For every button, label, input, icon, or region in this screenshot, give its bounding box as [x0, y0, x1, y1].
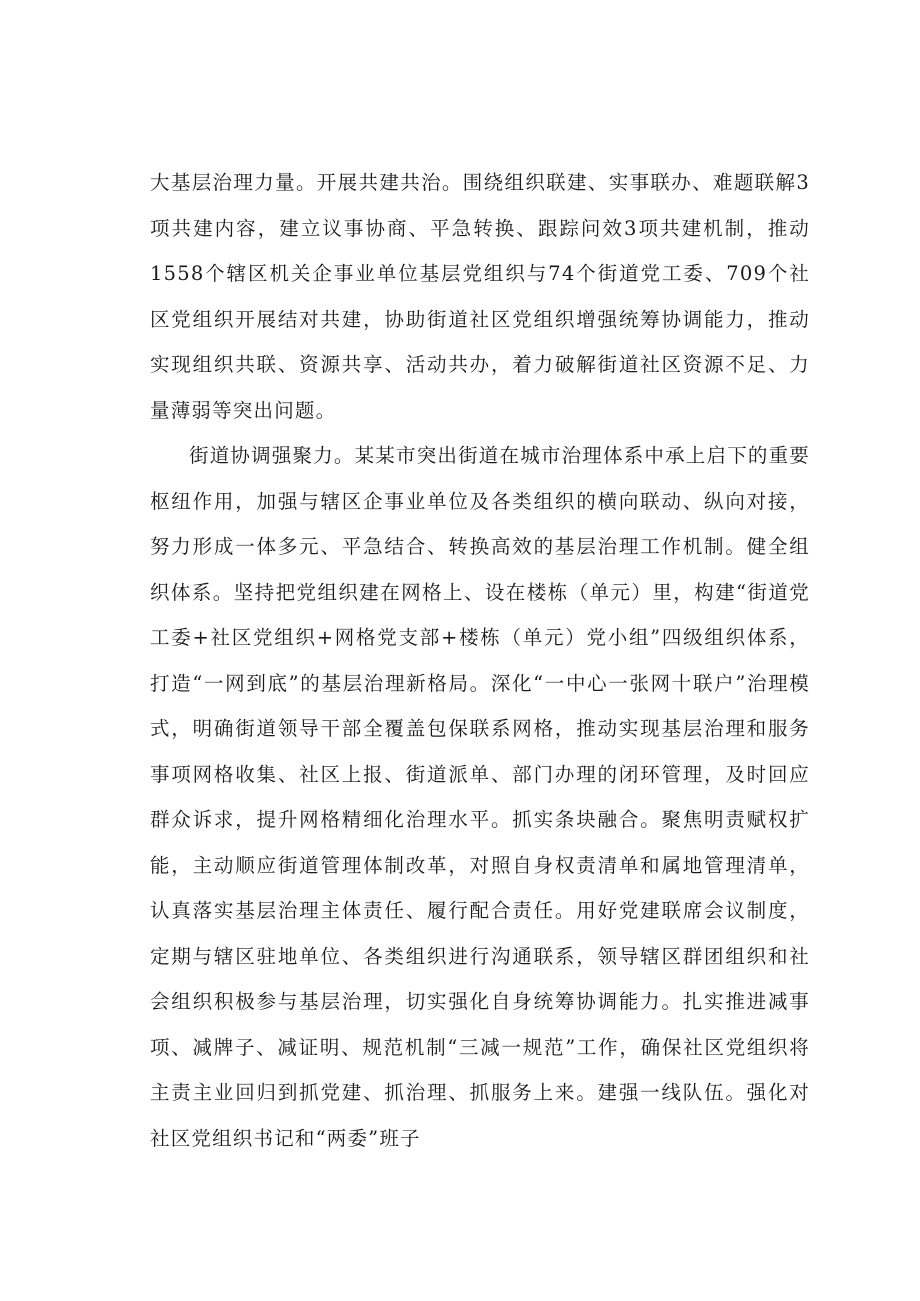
paragraph-2: 街道协调强聚力。某某市突出街道在城市治理体系中承上启下的重要枢纽作用，加强与辖区企事业单位及各类组织的横向联动、纵向对接，努力形成一体多元、平急结合、转换高效的基层治理工作机制。健全组织体系。坚持把党组织建在网格上、设在楼栋（单元）里，构建“街道党工委+社区党组织+网格党支部+楼栋（单元）党小组”四级组织体系，打造“一网到底”的基层治理新格局。深化“一中心一张网十联户”治理模式，明确街道领导干部全覆盖包保联系网格，推动实现基层治理和服务事项网格收集、社区上报、街道派单、部门办理的闭环管理，及时回应群众诉求，提升网格精细化治理水平。抓实条块融合。聚焦明责赋权扩能，主动顺应街道管理体制改革，对照自身权责清单和属地管理清单，认真落实基层治理主体责任、履行配合责任。用好党建联席会议制度，定期与辖区驻地单位、各类组织进行沟通联系，领导辖区群团组织和社会组织积极参与基层治理，切实强化自身统筹协调能力。扎实推进减事项、减牌子、减证明、规范机制“三减一规范”工作，确保社区党组织将主责主业回归到抓党建、抓治理、抓服务上来。建强一线队伍。强化对社区党组织书记和“两委”班子 — [150, 444, 811, 1150]
paragraph-1: 大基层治理力量。开展共建共治。围绕组织联建、实事联办、难题联解3项共建内容，建立议事协商、平急转换、跟踪问效3项共建机制，推动1558个辖区机关企事业单位基层党组织与74个街道党工委、709个社区党组织开展结对共建，协助街道社区党组织增强统筹协调能力，推动实现组织共联、资源共享、活动共办，着力破解街道社区资源不足、力量薄弱等突出问题。 — [150, 171, 810, 422]
body-text — [150, 160, 810, 1161]
